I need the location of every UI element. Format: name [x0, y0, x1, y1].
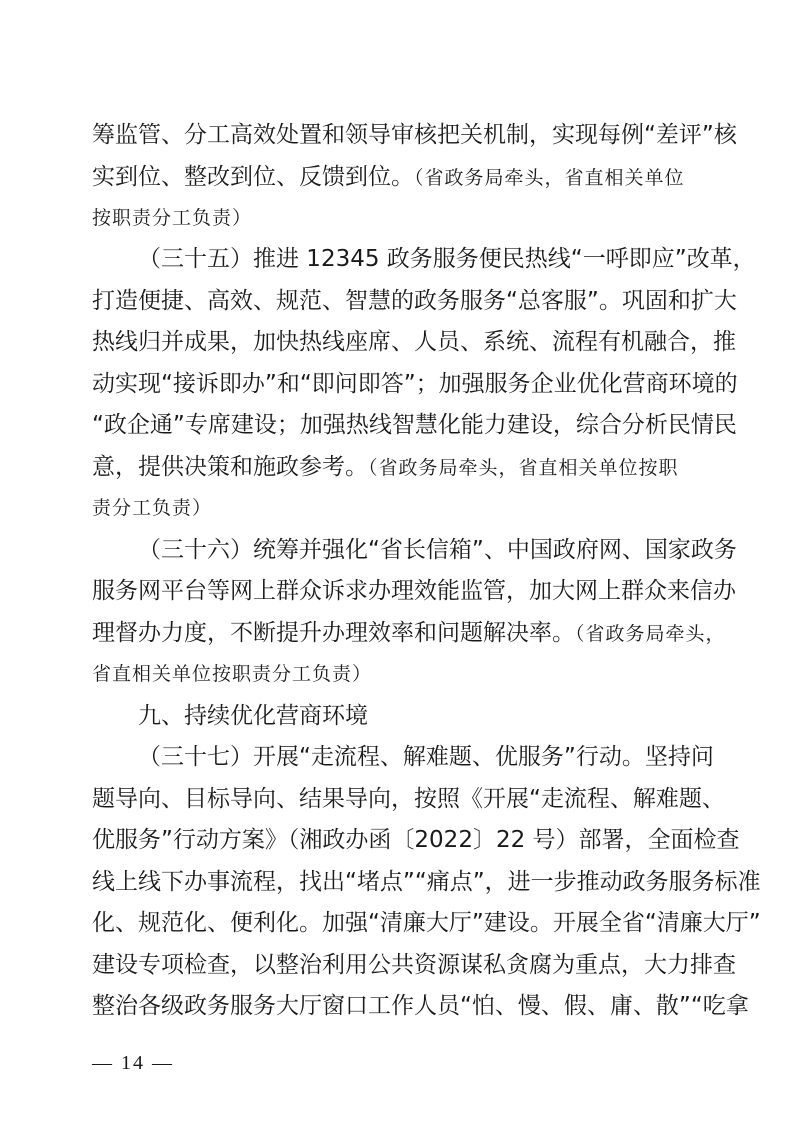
item-35-line: 动实现“接诉即办”和“即问即答”；加强服务企业优化营商环境的: [92, 371, 738, 397]
item-35-line: 热线归并成果，加快热线座席、人员、系统、流程有机融合，推: [92, 329, 736, 355]
responsibility-note: （省政务局牵头，省直相关单位: [414, 167, 685, 189]
text-line: 筹监管、分工高效处置和领导审核把关机制，实现每例“差评”核: [92, 122, 737, 148]
item-37-line: 线上线下办事流程，找出“堵点”“痛点”，进一步推动政务服务标准: [92, 869, 761, 895]
responsibility-note: 按职责分工负责）: [92, 207, 253, 229]
item-35-line: 打造便捷、高效、规范、智慧的政务服务“总客服”。巩固和扩大: [92, 288, 737, 314]
responsibility-note: （省政务局牵头，省直相关单位按职: [368, 457, 679, 479]
page-number: — 14 —: [92, 1052, 174, 1074]
text-segment: 理督办力度，不断提升办理效率和问题解决率。: [92, 620, 575, 646]
item-35-line: （三十五）推进 12345 政务服务便民热线“一呼即应”改革，: [138, 246, 756, 272]
item-37-line: （三十七）开展“走流程、解难题、优服务”行动。坚持问: [138, 744, 714, 770]
section-heading: 九、持续优化营商环境: [138, 703, 368, 729]
item-37-line: 建设专项检查，以整治利用公共资源谋私贪腐为重点，大力排查: [92, 952, 736, 978]
responsibility-note: 责分工负责）: [92, 497, 213, 519]
item-36-line: 服务网平台等网上群众诉求办理效能监管，加大网上群众来信办: [92, 578, 736, 604]
text-segment: 实到位、整改到位、反馈到位。: [92, 164, 414, 190]
item-37-line: 化、规范化、便利化。加强“清廉大厅”建设。开展全省“清廉大厅”: [92, 910, 761, 936]
text-segment: 意，提供决策和施政参考。: [92, 454, 368, 480]
item-37-line: 优服务”行动方案》（湘政办函〔2022〕22 号）部署，全面检查: [92, 827, 740, 853]
item-36-line: （三十六）统筹并强化“省长信箱”、中国政府网、国家政务: [138, 537, 737, 563]
item-35-line: [92, 452, 679, 482]
responsibility-note: 省直相关单位按职责分工负责）: [92, 663, 373, 685]
item-37-line: 整治各级政务服务大厅窗口工作人员“怕、慢、假、庸、散”“吃拿: [92, 993, 749, 1019]
item-35-line: “政企通”专席建设；加强热线智慧化能力建设，综合分析民情民: [92, 412, 737, 438]
responsibility-note: （省政务局牵头，: [575, 623, 726, 645]
text-line: [92, 162, 685, 192]
item-36-line: [92, 618, 726, 648]
item-37-line: 题导向、目标导向、结果导向，按照《开展“走流程、解难题、: [92, 786, 725, 812]
